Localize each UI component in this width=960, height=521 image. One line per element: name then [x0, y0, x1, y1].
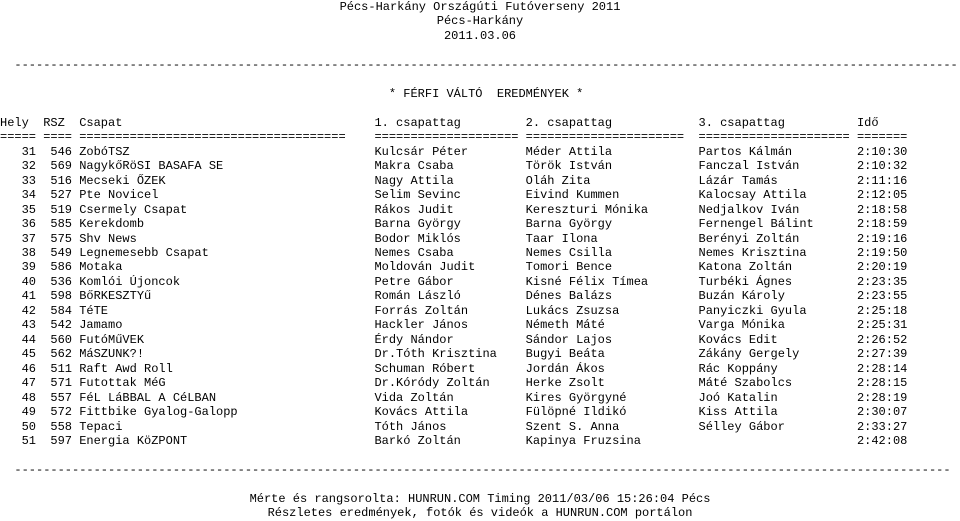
row-bib: 569: [50, 159, 72, 174]
row-time: 2:18:59: [856, 217, 908, 232]
event-location: Pécs-Harkány: [436, 14, 524, 29]
row-time: 2:11:16: [856, 173, 908, 188]
row-time: 2:27:39: [856, 347, 908, 362]
result-row: [0, 434, 960, 448]
row-bib: 511: [50, 361, 72, 376]
top-separator-line: [0, 58, 960, 72]
row-rank: 37: [21, 231, 36, 246]
row-rank: 35: [21, 202, 36, 217]
row-rank: 50: [21, 419, 36, 434]
result-row: [0, 304, 960, 318]
row-member-1: Barkó Zoltán: [374, 434, 461, 449]
row-rank: 51: [21, 434, 36, 449]
row-time: 2:25:31: [856, 318, 908, 333]
row-member-3: Fernengel Bálint: [698, 217, 814, 232]
row-member-1: Érdy Nándor: [374, 332, 454, 347]
result-row: [0, 145, 960, 159]
footer-more-info-line: [0, 506, 960, 520]
result-row: [0, 405, 960, 419]
result-row: [0, 289, 960, 303]
row-bib: 585: [50, 217, 72, 232]
row-member-1: Román László: [374, 289, 461, 304]
row-member-3: Partos Kálmán: [698, 144, 793, 159]
row-time: 2:20:19: [856, 260, 908, 275]
row-bib: 536: [50, 274, 72, 289]
row-member-2: Szent S. Anna: [525, 419, 620, 434]
row-member-1: Forrás Zoltán: [374, 303, 469, 318]
row-team: Komlói Újoncok: [79, 274, 181, 289]
row-member-2: Tomori Bence: [525, 260, 613, 275]
table-header-underline: [0, 130, 960, 144]
event-date: 2011.03.06: [443, 28, 516, 43]
row-team: Csermely Csapat: [79, 202, 188, 217]
row-bib: 527: [50, 188, 72, 203]
row-member-2: Oláh Zita: [525, 173, 591, 188]
row-member-3: Máté Szabolcs: [698, 376, 793, 391]
row-member-3: Lázár Tamás: [698, 173, 778, 188]
row-member-1: Dr.Tóth Krisztina: [374, 347, 497, 362]
row-team: Kerekdomb: [79, 217, 145, 232]
row-time: 2:12:05: [856, 188, 908, 203]
header-time: Idő: [856, 115, 879, 130]
row-team: ZobóTSZ: [79, 144, 130, 159]
row-rank: 43: [21, 318, 36, 333]
row-member-3: Panyiczki Gyula: [698, 303, 807, 318]
row-time: 2:42:08: [856, 434, 908, 449]
row-rank: 49: [21, 405, 36, 420]
blank-line: [0, 449, 960, 463]
footer-timing: Mérte és rangsorolta: HUNRUN.COM Timing 2011/03/06 15:26:04 Pécs: [249, 491, 711, 506]
blank-line: [0, 43, 960, 57]
row-member-1: Hackler János: [374, 318, 469, 333]
footer-more-info: Részletes eredmények, fotók és videók a HUNRUN.COM portálon: [267, 506, 693, 521]
row-time: 2:33:27: [856, 419, 908, 434]
row-bib: 572: [50, 405, 72, 420]
row-bib: 516: [50, 173, 72, 188]
row-team: NagykőRöSI BASAFA SE: [79, 159, 224, 174]
header-rank: Hely: [0, 115, 29, 130]
result-row: [0, 232, 960, 246]
row-member-2: Kereszturi Mónika: [525, 202, 649, 217]
row-member-3: Joó Katalin: [698, 390, 778, 405]
row-time: 2:23:35: [856, 274, 908, 289]
row-rank: 34: [21, 188, 36, 203]
header-member-3: 3. csapattag: [698, 115, 785, 130]
result-row: [0, 333, 960, 347]
underline-member-3: =====================: [698, 130, 850, 145]
row-member-3: Nedjalkov Iván: [698, 202, 800, 217]
row-bib: 575: [50, 231, 72, 246]
row-rank: 33: [21, 173, 36, 188]
row-rank: 40: [21, 274, 36, 289]
header-member-1: 1. csapattag: [374, 115, 461, 130]
row-team: BőRKESZTYű: [79, 289, 152, 304]
row-member-1: Nemes Csaba: [374, 245, 454, 260]
row-team: Energia KöZPONT: [79, 434, 188, 449]
result-row: [0, 203, 960, 217]
row-member-2: Fülöpné Ildikó: [525, 405, 627, 420]
row-team: Motaka: [79, 260, 123, 275]
row-member-2: Lukács Zsuzsa: [525, 303, 620, 318]
result-row: [0, 275, 960, 289]
row-bib: 557: [50, 390, 72, 405]
row-bib: 562: [50, 347, 72, 362]
row-member-2: Dénes Balázs: [525, 289, 613, 304]
row-member-1: Kovács Attila: [374, 405, 469, 420]
row-member-2: Kires Györgyné: [525, 390, 627, 405]
row-member-2: Török István: [525, 159, 613, 174]
footer-timing-line: [0, 492, 960, 506]
bottom-separator: ----------------------------------------------------------------------------------------------------------------------------------: [14, 463, 951, 477]
row-bib: 560: [50, 332, 72, 347]
result-row: [0, 246, 960, 260]
header-member-2: 2. csapattag: [525, 115, 613, 130]
row-rank: 47: [21, 376, 36, 391]
result-row: [0, 174, 960, 188]
category-title-line: [0, 87, 960, 101]
row-time: 2:19:50: [856, 245, 908, 260]
result-row: [0, 376, 960, 390]
row-member-3: Sélley Gábor: [698, 419, 785, 434]
row-member-1: Kulcsár Péter: [374, 144, 469, 159]
table-header: [0, 116, 960, 130]
row-team: Futottak MéG: [79, 376, 166, 391]
row-team: FéL LáBBAL A CéLBAN: [79, 390, 217, 405]
underline-time: =======: [856, 130, 908, 145]
row-time: 2:10:30: [856, 144, 908, 159]
row-member-1: Barna György: [374, 217, 461, 232]
result-row: [0, 260, 960, 274]
row-member-2: Németh Máté: [525, 318, 605, 333]
underline-bib: ====: [43, 130, 73, 145]
underline-member-2: ======================: [525, 130, 685, 145]
row-rank: 48: [21, 390, 36, 405]
row-member-2: Bugyi Beáta: [525, 347, 605, 362]
result-row: [0, 391, 960, 405]
row-member-3: Kalocsay Attila: [698, 188, 807, 203]
event-date-line: [0, 29, 960, 43]
row-team: Jamamo: [79, 318, 123, 333]
result-row: [0, 217, 960, 231]
row-bib: 597: [50, 434, 72, 449]
row-member-1: Schuman Róbert: [374, 361, 476, 376]
row-time: 2:30:07: [856, 405, 908, 420]
row-member-3: Kovács Edit: [698, 332, 778, 347]
row-team: Legnemesebb Csapat: [79, 245, 209, 260]
row-member-1: Petre Gábor: [374, 274, 454, 289]
row-member-1: Rákos Judit: [374, 202, 454, 217]
row-time: 2:18:58: [856, 202, 908, 217]
event-location-line: [0, 14, 960, 28]
result-row: [0, 420, 960, 434]
row-rank: 36: [21, 217, 36, 232]
row-rank: 38: [21, 245, 36, 260]
row-member-1: Dr.Kóródy Zoltán: [374, 376, 490, 391]
row-time: 2:23:55: [856, 289, 908, 304]
row-member-3: Katona Zoltán: [698, 260, 793, 275]
row-member-2: Jordán Ákos: [525, 361, 605, 376]
header-team: Csapat: [79, 115, 123, 130]
row-member-3: Berényi Zoltán: [698, 231, 800, 246]
row-time: 2:26:52: [856, 332, 908, 347]
row-member-3: Rác Koppány: [698, 361, 778, 376]
row-bib: 519: [50, 202, 72, 217]
row-member-3: Kiss Attila: [698, 405, 778, 420]
row-member-1: Tóth János: [374, 419, 447, 434]
row-team: Tepaci: [79, 419, 123, 434]
row-team: Raft Awd Roll: [79, 361, 173, 376]
row-rank: 41: [21, 289, 36, 304]
row-bib: 546: [50, 144, 72, 159]
bottom-separator-line: [0, 463, 960, 477]
category-title: * FÉRFI VÁLTÓ EREDMÉNYEK *: [388, 86, 584, 101]
row-bib: 584: [50, 303, 72, 318]
event-title-line: [0, 0, 960, 14]
row-member-2: Kisné Félix Tímea: [525, 274, 649, 289]
underline-rank: =====: [0, 130, 37, 145]
event-title: Pécs-Harkány Országúti Futóverseny 2011: [339, 0, 621, 14]
row-member-1: Bodor Miklós: [374, 231, 461, 246]
row-time: 2:25:18: [856, 303, 908, 318]
blank-line: [0, 477, 960, 491]
row-rank: 31: [21, 144, 36, 159]
row-team: MáSZUNK?!: [79, 347, 145, 362]
row-time: 2:28:19: [856, 390, 908, 405]
result-row: [0, 362, 960, 376]
row-bib: 586: [50, 260, 72, 275]
row-member-1: Makra Csaba: [374, 159, 454, 174]
row-member-2: Taar Ilona: [525, 231, 598, 246]
blank-line: [0, 72, 960, 86]
row-time: 2:10:32: [856, 159, 908, 174]
row-member-3: Varga Mónika: [698, 318, 785, 333]
row-bib: 558: [50, 419, 72, 434]
row-bib: 571: [50, 376, 72, 391]
row-bib: 542: [50, 318, 72, 333]
row-time: 2:28:15: [856, 376, 908, 391]
row-team: TéTE: [79, 303, 109, 318]
top-separator: -----------------------------------------------------------------------------------------------------------------------------------: [14, 57, 958, 72]
row-bib: 598: [50, 289, 72, 304]
blank-line: [0, 101, 960, 115]
row-team: Pte Novicel: [79, 188, 159, 203]
row-member-2: Sándor Lajos: [525, 332, 613, 347]
row-team: FutóMűVEK: [79, 332, 145, 347]
row-member-2: Eivind Kummen: [525, 188, 620, 203]
row-member-1: Selim Sevinc: [374, 188, 461, 203]
result-row: [0, 188, 960, 202]
row-rank: 45: [21, 347, 36, 362]
row-rank: 42: [21, 303, 36, 318]
row-member-3: Buzán Károly: [698, 289, 785, 304]
row-time: 2:28:14: [856, 361, 908, 376]
row-rank: 39: [21, 260, 36, 275]
row-member-2: Méder Attila: [525, 144, 613, 159]
row-member-1: Vida Zoltán: [374, 390, 454, 405]
row-member-2: Herke Zsolt: [525, 376, 605, 391]
row-bib: 549: [50, 245, 72, 260]
row-rank: 46: [21, 361, 36, 376]
row-member-3: Turbéki Ágnes: [698, 274, 793, 289]
row-member-1: Nagy Attila: [374, 173, 454, 188]
row-member-3: Zákány Gergely: [698, 347, 800, 362]
underline-member-1: ====================: [374, 130, 519, 145]
row-member-2: Kapinya Fruzsina: [525, 434, 641, 449]
row-rank: 44: [21, 332, 36, 347]
result-row: [0, 347, 960, 361]
row-time: 2:19:16: [856, 231, 908, 246]
row-team: Mecseki ŐZEK: [79, 173, 166, 188]
result-row: [0, 159, 960, 173]
row-member-2: Nemes Csilla: [525, 245, 613, 260]
row-member-2: Barna György: [525, 217, 613, 232]
result-row: [0, 318, 960, 332]
header-bib: RSZ: [43, 115, 65, 130]
row-member-3: Fanczal István: [698, 159, 800, 174]
row-rank: 32: [21, 159, 36, 174]
row-member-3: Nemes Krisztina: [698, 245, 807, 260]
row-team: Fittbike Gyalog-Galopp: [79, 405, 238, 420]
row-team: Shv News: [79, 231, 137, 246]
underline-team: =====================================: [79, 130, 346, 145]
row-member-1: Moldován Judit: [374, 260, 476, 275]
